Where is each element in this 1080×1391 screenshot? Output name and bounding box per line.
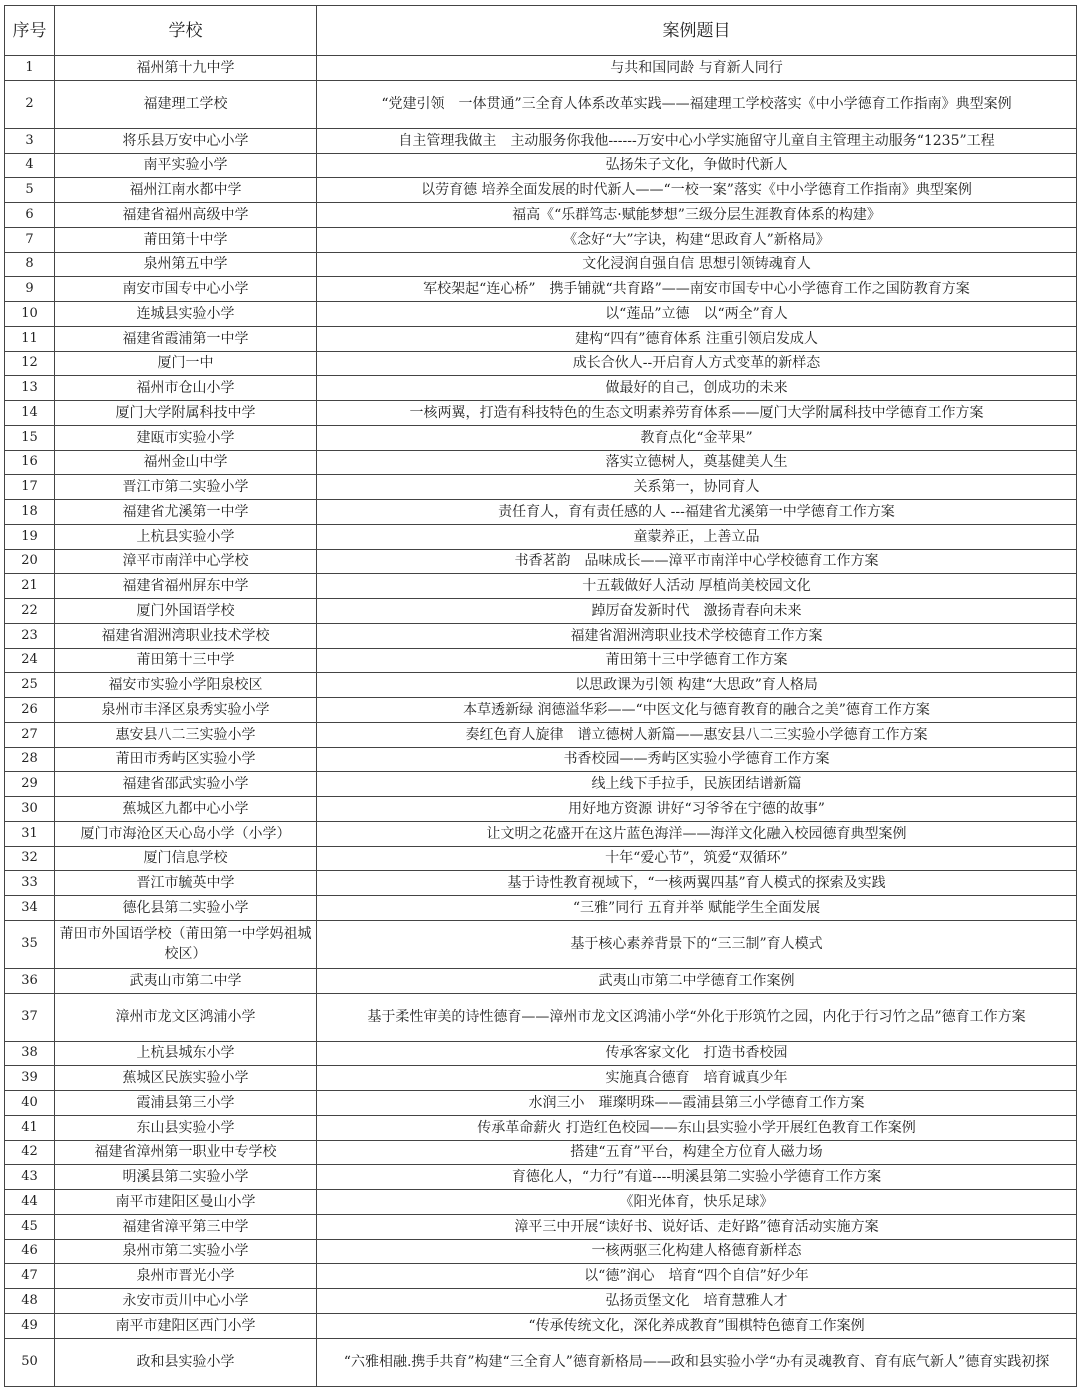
row-number: 42 [5, 1140, 55, 1165]
case-title: 线上线下手拉手，民族团结谱新篇 [317, 772, 1077, 797]
case-title: 做最好的自己，创成功的未来 [317, 376, 1077, 401]
table-row [5, 648, 1077, 673]
row-number: 23 [5, 623, 55, 648]
row-number: 38 [5, 1041, 55, 1066]
case-title: 让文明之花盛开在这片蓝色海洋——海洋文化融入校园德育典型案例 [317, 821, 1077, 846]
row-number: 39 [5, 1066, 55, 1091]
table-row [5, 376, 1077, 401]
case-title: 弘扬贡堡文化 培育慧雅人才 [317, 1289, 1077, 1314]
row-number: 17 [5, 475, 55, 500]
table-row [5, 747, 1077, 772]
table-row [5, 1190, 1077, 1215]
case-title: 以“莲品”立德 以“两全”育人 [317, 302, 1077, 327]
school-name: 福建省漳州第一职业中专学校 [55, 1140, 317, 1165]
table-row [5, 722, 1077, 747]
table-row [5, 178, 1077, 203]
case-title: 基于诗性教育视域下，“一核两翼四基”育人模式的探索及实践 [317, 871, 1077, 896]
row-number: 26 [5, 698, 55, 723]
case-title: 责任育人，育有责任感的人 ---福建省尤溪第一中学德育工作方案 [317, 500, 1077, 525]
school-name: 霞浦县第三小学 [55, 1091, 317, 1116]
school-name: 蕉城区九都中心小学 [55, 797, 317, 822]
school-name: 上杭县实验小学 [55, 524, 317, 549]
case-title: 十年“爱心节”，筑爱“双循环” [317, 846, 1077, 871]
case-title: 《念好“大”字诀，构建“思政育人”新格局》 [317, 227, 1077, 252]
table-row [5, 623, 1077, 648]
case-title: 育德化人，“力行”有道----明溪县第二实验小学德育工作方案 [317, 1165, 1077, 1190]
table-row [5, 846, 1077, 871]
case-title: 军校架起“连心桥” 携手铺就“共育路”——南安市国专中心小学德育工作之国防教育方案 [317, 277, 1077, 302]
table-row [5, 450, 1077, 475]
table-row [5, 326, 1077, 351]
school-name: 上杭县城东小学 [55, 1041, 317, 1066]
row-number: 43 [5, 1165, 55, 1190]
table-row [5, 56, 1077, 81]
school-name: 惠安县八二三实验小学 [55, 722, 317, 747]
case-title: 福高《“乐群笃志·赋能梦想”三级分层生涯教育体系的构建》 [317, 203, 1077, 228]
table-row [5, 1264, 1077, 1289]
school-name: 福建省湄洲湾职业技术学校 [55, 623, 317, 648]
case-title: 奏红色育人旋律 谱立德树人新篇——惠安县八二三实验小学德育工作方案 [317, 722, 1077, 747]
school-name: 南平市建阳区西门小学 [55, 1313, 317, 1338]
school-name: 福州市仓山小学 [55, 376, 317, 401]
row-number: 30 [5, 797, 55, 822]
header-school: 学校 [55, 6, 317, 56]
case-title: 童蒙养正，上善立品 [317, 524, 1077, 549]
row-number: 32 [5, 846, 55, 871]
table-header [5, 6, 1077, 56]
school-name: 漳平市南洋中心学校 [55, 549, 317, 574]
case-title: 传承革命薪火 打造红色校园——东山县实验小学开展红色教育工作案例 [317, 1115, 1077, 1140]
school-name: 莆田市外国语学校（莆田第一中学妈祖城校区） [55, 920, 317, 968]
school-name: 武夷山市第二中学 [55, 968, 317, 993]
row-number: 5 [5, 178, 55, 203]
case-title: 书香校园——秀屿区实验小学德育工作方案 [317, 747, 1077, 772]
row-number: 10 [5, 302, 55, 327]
header-title: 案例题目 [317, 6, 1077, 56]
school-name: 将乐县万安中心小学 [55, 128, 317, 153]
case-title: 教育点化“金苹果” [317, 425, 1077, 450]
case-title: “三雅”同行 五育并举 赋能学生全面发展 [317, 896, 1077, 921]
row-number: 21 [5, 574, 55, 599]
case-title: 自主管理我做主 主动服务你我他------万安中心小学实施留守儿童自主管理主动服务“1235”工程 [317, 128, 1077, 153]
table-row [5, 1239, 1077, 1264]
case-title: 十五载做好人活动 厚植尚美校园文化 [317, 574, 1077, 599]
case-title: 以劳育德 培养全面发展的时代新人——“一校一案”落实《中小学德育工作指南》典型案例 [317, 178, 1077, 203]
row-number: 19 [5, 524, 55, 549]
row-number: 14 [5, 401, 55, 426]
row-number: 37 [5, 993, 55, 1041]
row-number: 12 [5, 351, 55, 376]
table-row [5, 500, 1077, 525]
table-row [5, 1313, 1077, 1338]
row-number: 6 [5, 203, 55, 228]
table-row [5, 896, 1077, 921]
table-body [5, 56, 1077, 1387]
table-row [5, 1066, 1077, 1091]
school-name: 泉州市丰泽区泉秀实验小学 [55, 698, 317, 723]
row-number: 50 [5, 1338, 55, 1386]
row-number: 25 [5, 673, 55, 698]
school-name: 厦门一中 [55, 351, 317, 376]
table-row [5, 574, 1077, 599]
table-row [5, 1289, 1077, 1314]
school-name: 晋江市毓英中学 [55, 871, 317, 896]
row-number: 48 [5, 1289, 55, 1314]
school-name: 福建省漳平第三中学 [55, 1214, 317, 1239]
school-name: 福建省福州屏东中学 [55, 574, 317, 599]
school-name: 厦门信息学校 [55, 846, 317, 871]
case-title: 莆田第十三中学德育工作方案 [317, 648, 1077, 673]
row-number: 49 [5, 1313, 55, 1338]
row-number: 40 [5, 1091, 55, 1116]
row-number: 13 [5, 376, 55, 401]
row-number: 31 [5, 821, 55, 846]
case-title: 文化浸润自强自信 思想引领铸魂育人 [317, 252, 1077, 277]
case-title: “党建引领 一体贯通”三全育人体系改革实践——福建理工学校落实《中小学德育工作指南》典型案例 [317, 80, 1077, 128]
row-number: 28 [5, 747, 55, 772]
row-number: 20 [5, 549, 55, 574]
case-title: 《阳光体育，快乐足球》 [317, 1190, 1077, 1215]
case-title: 用好地方资源 讲好“习爷爷在宁德的故事” [317, 797, 1077, 822]
school-name: 蕉城区民族实验小学 [55, 1066, 317, 1091]
school-name: 南平市建阳区曼山小学 [55, 1190, 317, 1215]
case-title: 一核两驱三化构建人格德育新样态 [317, 1239, 1077, 1264]
table-row [5, 698, 1077, 723]
school-name: 厦门市海沧区天心岛小学（小学） [55, 821, 317, 846]
table-row [5, 1165, 1077, 1190]
row-number: 24 [5, 648, 55, 673]
case-title: 水润三小 璀璨明珠——霞浦县第三小学德育工作方案 [317, 1091, 1077, 1116]
school-name: 政和县实验小学 [55, 1338, 317, 1386]
table-row [5, 425, 1077, 450]
school-name: 福建省尤溪第一中学 [55, 500, 317, 525]
school-name: 福建理工学校 [55, 80, 317, 128]
case-title: 踔厉奋发新时代 激扬青春向未来 [317, 599, 1077, 624]
row-number: 7 [5, 227, 55, 252]
school-name: 东山县实验小学 [55, 1115, 317, 1140]
table-row [5, 1041, 1077, 1066]
table-row [5, 1091, 1077, 1116]
table-row [5, 80, 1077, 128]
row-number: 44 [5, 1190, 55, 1215]
table-row [5, 549, 1077, 574]
case-title: “传承传统文化，深化养成教育”围棋特色德育工作案例 [317, 1313, 1077, 1338]
school-name: 泉州第五中学 [55, 252, 317, 277]
row-number: 11 [5, 326, 55, 351]
school-name: 厦门大学附属科技中学 [55, 401, 317, 426]
case-title: 福建省湄洲湾职业技术学校德育工作方案 [317, 623, 1077, 648]
case-title: 本草透新绿 润德溢华彩——“中医文化与德育教育的融合之美”德育工作方案 [317, 698, 1077, 723]
school-name: 福州金山中学 [55, 450, 317, 475]
school-name: 莆田市秀屿区实验小学 [55, 747, 317, 772]
table-row [5, 277, 1077, 302]
row-number: 16 [5, 450, 55, 475]
table-row [5, 673, 1077, 698]
school-name: 莆田第十三中学 [55, 648, 317, 673]
school-name: 建瓯市实验小学 [55, 425, 317, 450]
row-number: 36 [5, 968, 55, 993]
case-title: 建构“四有”德育体系 注重引领启发成人 [317, 326, 1077, 351]
school-name: 德化县第二实验小学 [55, 896, 317, 921]
case-title: 关系第一，协同育人 [317, 475, 1077, 500]
case-title: 一核两翼，打造有科技特色的生态文明素养劳育体系——厦门大学附属科技中学德育工作方案 [317, 401, 1077, 426]
table-row [5, 821, 1077, 846]
header-no: 序号 [5, 6, 55, 56]
row-number: 47 [5, 1264, 55, 1289]
school-name: 泉州市第二实验小学 [55, 1239, 317, 1264]
row-number: 8 [5, 252, 55, 277]
school-name: 连城县实验小学 [55, 302, 317, 327]
school-name: 福安市实验小学阳泉校区 [55, 673, 317, 698]
table-row [5, 524, 1077, 549]
table-row [5, 993, 1077, 1041]
school-name: 福建省福州高级中学 [55, 203, 317, 228]
school-name: 福建省霞浦第一中学 [55, 326, 317, 351]
row-number: 27 [5, 722, 55, 747]
table-row [5, 302, 1077, 327]
case-title: 成长合伙人--开启育人方式变革的新样态 [317, 351, 1077, 376]
row-number: 22 [5, 599, 55, 624]
table-row [5, 920, 1077, 968]
row-number: 18 [5, 500, 55, 525]
case-table [4, 5, 1077, 1387]
table-row [5, 1115, 1077, 1140]
table-row [5, 797, 1077, 822]
row-number: 45 [5, 1214, 55, 1239]
row-number: 9 [5, 277, 55, 302]
row-number: 29 [5, 772, 55, 797]
row-number: 1 [5, 56, 55, 81]
table-row [5, 252, 1077, 277]
table-row [5, 1214, 1077, 1239]
school-name: 泉州市晋光小学 [55, 1264, 317, 1289]
school-name: 永安市贡川中心小学 [55, 1289, 317, 1314]
school-name: 福州江南水都中学 [55, 178, 317, 203]
row-number: 4 [5, 153, 55, 178]
school-name: 漳州市龙文区鸿浦小学 [55, 993, 317, 1041]
table-row [5, 968, 1077, 993]
table-row [5, 227, 1077, 252]
row-number: 15 [5, 425, 55, 450]
table-row [5, 1140, 1077, 1165]
table-row [5, 871, 1077, 896]
table-row [5, 599, 1077, 624]
school-name: 厦门外国语学校 [55, 599, 317, 624]
case-title: 实施真合德育 培育诚真少年 [317, 1066, 1077, 1091]
case-title: 传承客家文化 打造书香校园 [317, 1041, 1077, 1066]
case-title: 弘扬朱子文化，争做时代新人 [317, 153, 1077, 178]
row-number: 34 [5, 896, 55, 921]
row-number: 2 [5, 80, 55, 128]
row-number: 3 [5, 128, 55, 153]
case-title: 搭建“五育”平台，构建全方位育人磁力场 [317, 1140, 1077, 1165]
school-name: 明溪县第二实验小学 [55, 1165, 317, 1190]
row-number: 46 [5, 1239, 55, 1264]
school-name: 莆田第十中学 [55, 227, 317, 252]
table-row [5, 203, 1077, 228]
table-row [5, 1338, 1077, 1386]
case-title: 基于核心素养背景下的“三三制”育人模式 [317, 920, 1077, 968]
school-name: 福建省邵武实验小学 [55, 772, 317, 797]
school-name: 南平实验小学 [55, 153, 317, 178]
case-title: 以思政课为引领 构建“大思政”育人格局 [317, 673, 1077, 698]
table-row [5, 475, 1077, 500]
row-number: 33 [5, 871, 55, 896]
case-title: 漳平三中开展“读好书、说好话、走好路”德育活动实施方案 [317, 1214, 1077, 1239]
school-name: 福州第十九中学 [55, 56, 317, 81]
row-number: 35 [5, 920, 55, 968]
table-row [5, 351, 1077, 376]
case-title: 基于柔性审美的诗性德育——漳州市龙文区鸿浦小学“外化于形筑竹之园，内化于行习竹之品”德育工作方案 [317, 993, 1077, 1041]
table-row [5, 401, 1077, 426]
row-number: 41 [5, 1115, 55, 1140]
case-title: “六雅相融.携手共育”构建“三全育人”德育新格局——政和县实验小学“办有灵魂教育、育有底气新人”德育实践初探 [317, 1338, 1077, 1386]
table-row [5, 772, 1077, 797]
case-title: 与共和国同龄 与育新人同行 [317, 56, 1077, 81]
school-name: 晋江市第二实验小学 [55, 475, 317, 500]
table-row [5, 128, 1077, 153]
school-name: 南安市国专中心小学 [55, 277, 317, 302]
table-row [5, 153, 1077, 178]
case-title: 书香茗韵 品味成长——漳平市南洋中心学校德育工作方案 [317, 549, 1077, 574]
header-row [5, 6, 1077, 56]
case-title: 武夷山市第二中学德育工作案例 [317, 968, 1077, 993]
case-title: 落实立德树人，奠基健美人生 [317, 450, 1077, 475]
case-title: 以“德”润心 培育“四个自信”好少年 [317, 1264, 1077, 1289]
